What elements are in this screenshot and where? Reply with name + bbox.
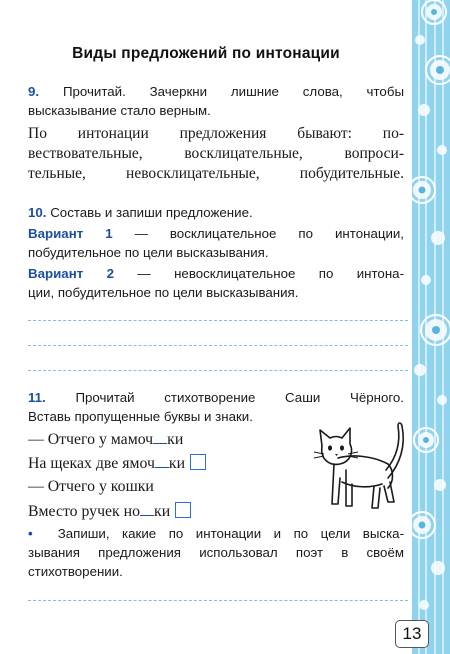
task-number: 11.	[28, 390, 46, 405]
poem-line: — Отчего у кошки	[28, 478, 154, 495]
writing-line[interactable]	[28, 370, 408, 371]
task-9-instruction: 9. Прочитай. Зачеркни лишние слова, чтобы высказывание стало верным.	[28, 84, 404, 118]
punctuation-box[interactable]	[175, 502, 191, 518]
poem-line: На щеках две ямоч ки	[28, 454, 206, 473]
writing-line[interactable]	[28, 600, 408, 601]
writing-line[interactable]	[28, 320, 408, 321]
punctuation-box[interactable]	[190, 454, 206, 470]
flower-strip-decoration	[412, 0, 450, 654]
cat-illustration	[308, 416, 412, 520]
task-10-variant-1: Вариант 1 — восклицательное по интонации, побудительное по цели высказывания.	[28, 226, 405, 260]
task-10-instruction: 10. Составь и запиши предложение.	[28, 205, 253, 220]
task-number: 10.	[28, 205, 47, 220]
task-10-variant-2: Вариант 2 — невосклицательное по интона- ции, побудительное по цели высказывания.	[28, 266, 404, 300]
poem-line: Вместо ручек но ки	[28, 502, 191, 521]
blank-gap[interactable]	[155, 454, 169, 468]
page-title: Виды предложений по интонации	[72, 45, 340, 62]
bullet-icon: •	[28, 526, 33, 541]
task-number: 9.	[28, 84, 40, 99]
task-11-question: • Запиши, какие по интонации и по цели выска- зывания предложения использовал поэт в своём стихотворении.	[28, 526, 405, 579]
writing-line[interactable]	[28, 345, 408, 346]
page-number: 13	[395, 620, 429, 648]
task-9-text: По интонации предложения бывают: по- вествовательные, восклицательные, вопроси- тельные, невосклицательные, побудительные.	[28, 125, 404, 182]
flower-pattern-icon	[412, 0, 450, 654]
blank-gap[interactable]	[153, 430, 167, 444]
poem-line: — Отчего у мамоч ки	[28, 431, 184, 448]
blank-gap[interactable]	[140, 502, 154, 516]
task-11-instruction: 11. Прочитай стихотворение Саши Чёрного. Вставь пропущенные буквы и знаки.	[28, 390, 404, 424]
